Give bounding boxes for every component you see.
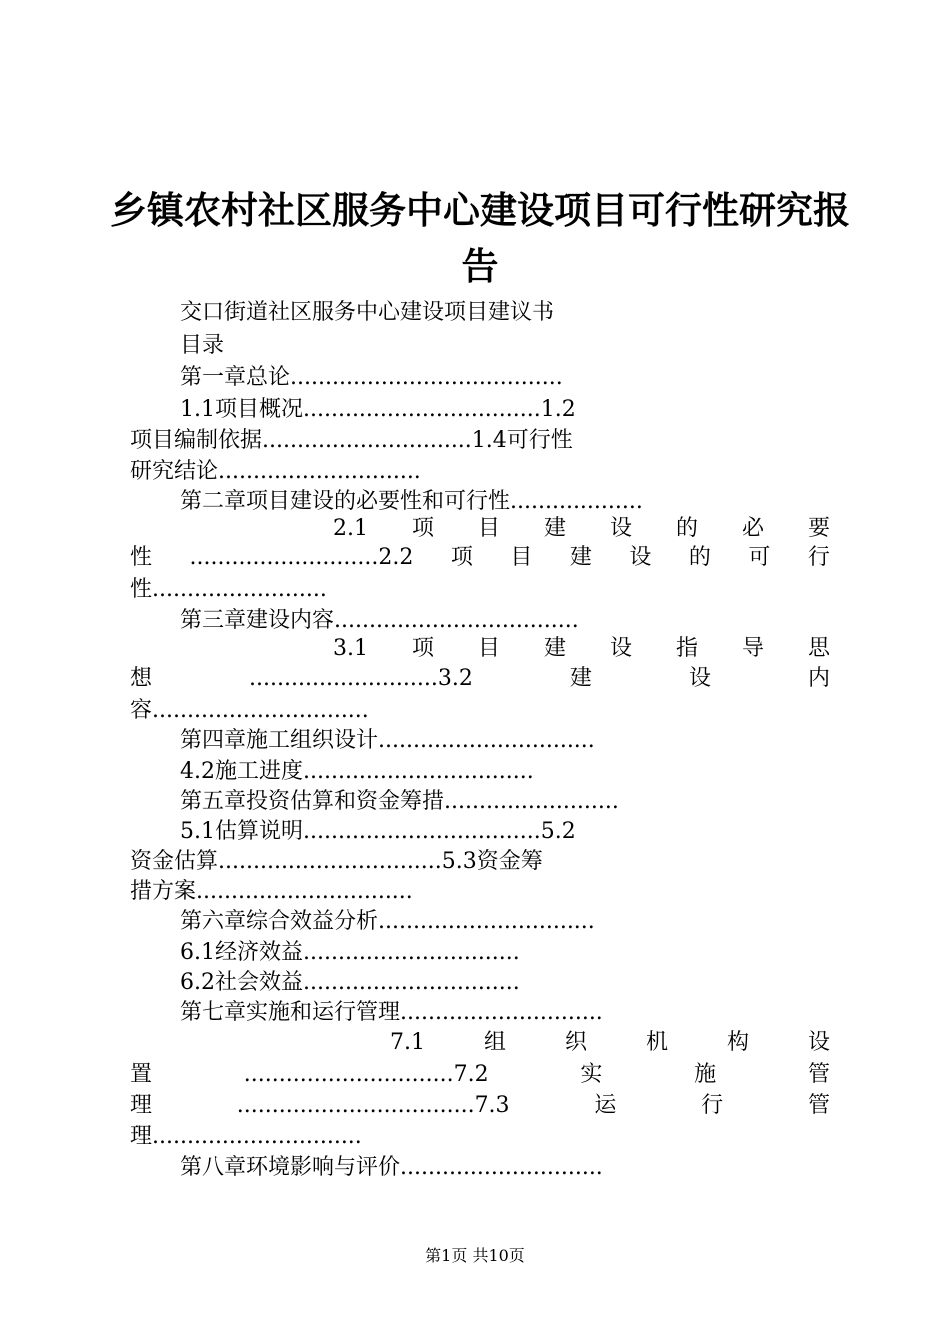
toc-token: 织 [564,1030,587,1055]
toc-token: 项 [411,516,434,541]
toc-token: ...........................2.2 [189,545,414,570]
toc-line-justified [390,1032,830,1054]
toc-token: 目 [510,545,533,570]
toc-line: 容............................... [130,698,369,723]
toc-line: 5.1估算说明..................................5.2 [180,819,576,844]
toc-token: 的 [675,516,698,541]
toc-token: 设 [807,1030,830,1055]
toc-line: 项目编制依据..............................1.4可行性 [130,428,573,453]
toc-line-justified [333,518,830,540]
toc-token: 设 [688,666,711,691]
toc-token: ..............................7.2 [243,1062,489,1087]
toc-line: 第一章总论....................................... [180,365,563,390]
toc-token: 行 [807,545,830,570]
toc-line-justified [130,1064,830,1086]
document-subtitle: 交口街道社区服务中心建设项目建议书 [180,300,555,325]
toc-token: 管 [807,1062,830,1087]
toc-token: 建 [543,516,566,541]
toc-token: 设 [629,545,652,570]
toc-line-justified [333,638,830,660]
document-title-line-2: 告 [461,245,499,288]
toc-line: 第六章综合效益分析............................... [180,909,595,934]
toc-token: 指 [675,636,698,661]
toc-token: 项 [411,636,434,661]
toc-token: 目 [477,636,500,661]
toc-line: 1.1项目概况..................................1.2 [180,397,576,422]
toc-line: 第八章环境影响与评价............................. [180,1155,603,1180]
toc-line: 第五章投资估算和资金筹措......................... [180,789,619,814]
toc-token: 机 [645,1030,668,1055]
toc-token: 必 [741,516,764,541]
toc-token: 组 [483,1030,506,1055]
toc-line: 6.1经济效益............................... [180,940,520,965]
toc-line-justified [130,547,830,569]
toc-token: 内 [807,666,830,691]
toc-token: ...........................3.2 [249,666,473,691]
toc-token: 导 [741,636,764,661]
toc-token: 思 [807,636,830,661]
toc-token: 项 [450,545,473,570]
toc-token: 性 [130,545,153,570]
toc-token: 3.1 [333,636,368,661]
toc-line: 性......................... [130,577,327,602]
toc-line: 理.............................. [130,1124,362,1149]
toc-line: 6.2社会效益............................... [180,970,520,995]
toc-token: 建 [569,545,592,570]
toc-line: 措方案............................... [130,879,413,904]
toc-line: 第七章实施和运行管理............................. [180,1000,603,1025]
toc-token: 置 [130,1062,153,1087]
toc-token: 设 [609,516,632,541]
toc-token: 要 [807,516,830,541]
toc-token: 7.1 [390,1030,425,1055]
toc-token: 目 [477,516,500,541]
toc-token: 设 [609,636,632,661]
toc-line: 第三章建设内容................................... [180,608,579,633]
toc-token: ..................................7.3 [236,1093,510,1118]
toc-token: 实 [580,1062,603,1087]
document-title-line-1: 乡镇农村社区服务中心建设项目可行性研究报 [110,189,850,232]
toc-line: 资金估算................................5.3资金筹 [130,849,543,874]
toc-token: 施 [694,1062,717,1087]
toc-line-justified [130,668,830,690]
toc-line: 研究结论............................. [130,459,421,484]
toc-token: 2.1 [333,516,368,541]
toc-line-justified [130,1095,830,1117]
toc-token: 想 [130,666,153,691]
toc-line: 第二章项目建设的必要性和可行性................... [180,489,643,514]
toc-line: 第四章施工组织设计............................... [180,728,595,753]
toc-token: 建 [569,666,592,691]
toc-token: 管 [807,1093,830,1118]
toc-token: 建 [543,636,566,661]
toc-token: 行 [701,1093,724,1118]
toc-token: 构 [726,1030,749,1055]
page-footer: 第1页 共10页 [425,1246,525,1265]
toc-token: 可 [748,545,771,570]
toc-token: 的 [688,545,711,570]
toc-line: 4.2施工进度................................. [180,759,534,784]
toc-token: 理 [130,1093,153,1118]
toc-token: 运 [594,1093,617,1118]
toc-heading: 目录 [180,333,225,358]
